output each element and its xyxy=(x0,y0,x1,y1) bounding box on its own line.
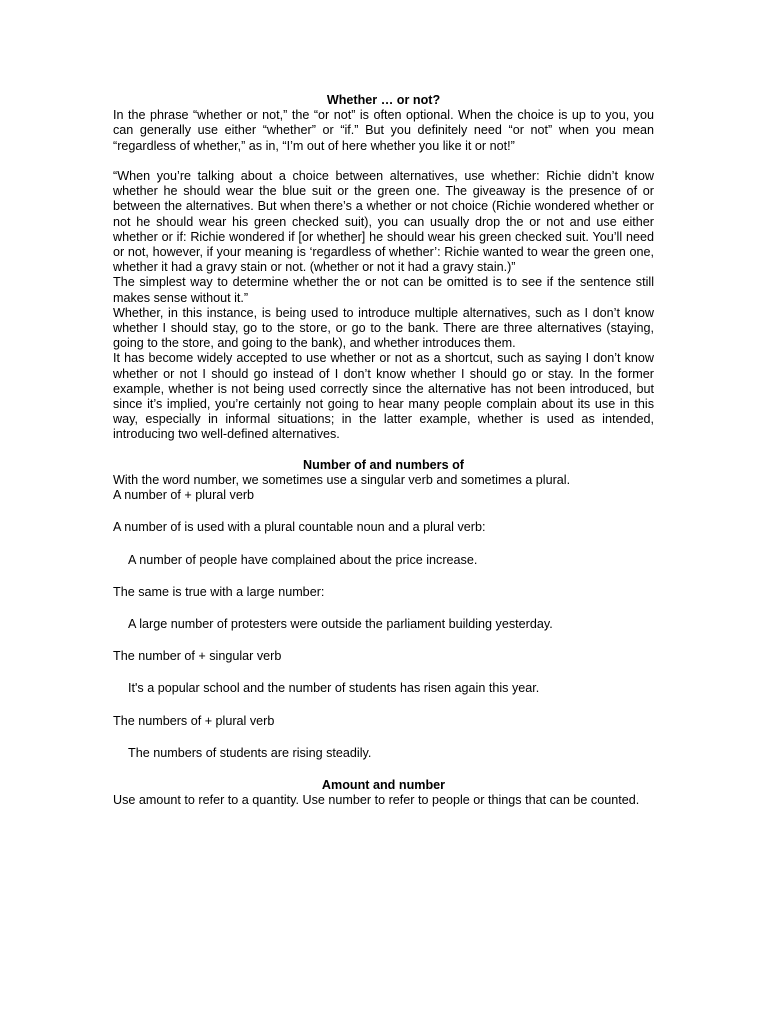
section-heading-number-of: Number of and numbers of xyxy=(303,457,464,472)
spacer xyxy=(113,536,654,553)
example-sentence: A number of people have complained about the price increase. xyxy=(128,552,478,567)
paragraph: It has become widely accepted to use whether or not as a shortcut, such as saying I don’t know whether or not I should go instead of I don’t know whether I should go or stay. In the former example, whether is not being used correctly since the alternative has not been introduced, but since it’s implied, you’re certainly not going to hear many people complain about its use in this way, especially in informal situations; in the latter example, whether is used as intended, introducing two well-defined alternatives. xyxy=(113,351,654,442)
spacer xyxy=(113,154,654,169)
rule-line: The numbers of + plural verb xyxy=(113,713,275,728)
paragraph: The simplest way to determine whether the or not can be omitted is to see if the sentence still makes sense without it.” xyxy=(113,275,654,305)
spacer xyxy=(113,600,654,617)
example-sentence: The numbers of students are rising steadily. xyxy=(128,745,372,760)
spacer xyxy=(113,568,654,585)
paragraph: Whether, in this instance, is being used to introduce multiple alternatives, such as I don’t know whether I should stay, go to the store, or go to the bank. There are three alternatives (staying, going to the store, and going to the bank), and whether introduces them. xyxy=(113,305,654,351)
spacer xyxy=(113,761,654,778)
rule-line: A number of + plural verb xyxy=(113,488,255,503)
example-sentence: It's a popular school and the number of students has risen again this year. xyxy=(128,681,540,696)
paragraph: With the word number, we sometimes use a singular verb and sometimes a plural. xyxy=(113,473,571,488)
spacer xyxy=(113,729,654,746)
spacer xyxy=(113,503,654,520)
spacer xyxy=(113,632,654,649)
spacer xyxy=(113,697,654,714)
paragraph: In the phrase “whether or not,” the “or not” is often optional. When the choice is up to you, you can generally use either “whether” or “if.” But you definitely need “or not” when you mean “regardless of whether,” as in, “I’m out of here whether you like it or not!” xyxy=(113,108,654,153)
spacer xyxy=(113,664,654,681)
section-heading-whether: Whether … or not? xyxy=(326,93,441,107)
paragraph: “When you’re talking about a choice between alternatives, use whether: Richie didn’t know whether he should wear the blue suit or the green one. The giveaway is the presence of or between the alternatives. But when there’s a whether or not choice (Richie wondered whether or not he should wear his green checked suit), you can usually drop the or not and use either whether or if: Richie wondered if [or whether] he should wear his green checked suit. You’ll need or not, however, if your meaning is ‘regardless of whether’: Richie wanted to wear the green one, whether it had a gravy stain or not. (whether or not it had a gravy stain.)” xyxy=(113,169,654,275)
document-page xyxy=(113,93,654,808)
paragraph: Use amount to refer to a quantity. Use number to refer to people or things that can be counted. xyxy=(113,793,640,808)
spacer xyxy=(113,443,654,458)
paragraph: A number of is used with a plural countable noun and a plural verb: xyxy=(113,520,486,535)
rule-line: The number of + singular verb xyxy=(113,649,282,664)
section-heading-amount: Amount and number xyxy=(321,778,446,793)
example-sentence: A large number of protesters were outside the parliament building yesterday. xyxy=(128,617,553,632)
paragraph: The same is true with a large number: xyxy=(113,584,325,599)
